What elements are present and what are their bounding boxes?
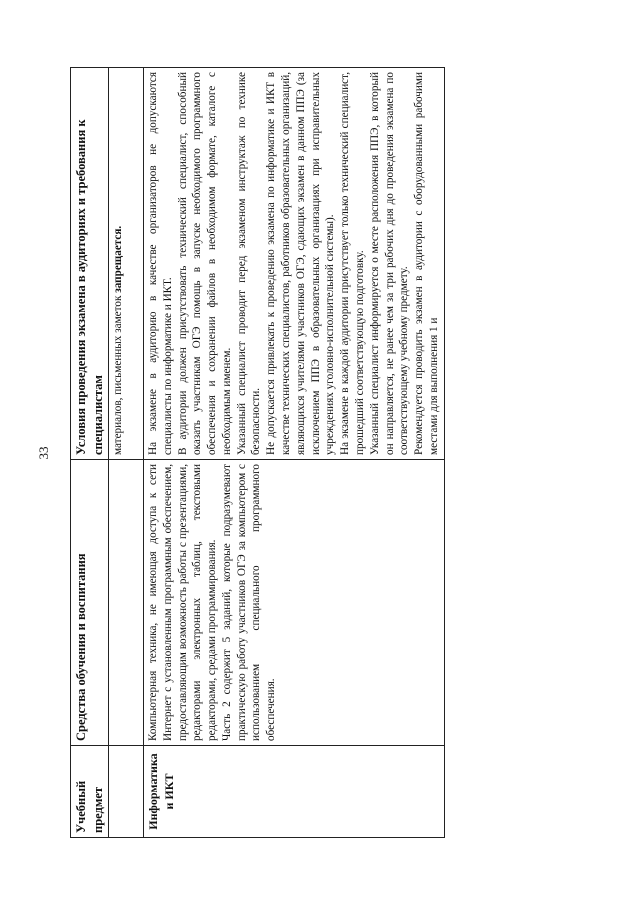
continuation-text: материалов, письменных заметок <box>112 292 124 455</box>
conditions-paragraph: Указанный специалист информируется о месте расположения ППЭ, в который он направляется, не ранее чем за три рабочих дня до проведения экзамена по соответствующему учебному предмету. <box>368 72 411 455</box>
conditions-paragraph: На экзамене в каждой аудитории присутствует только технический специалист, прошедший соответствующую подготовку. <box>339 72 366 455</box>
continuation-cell-subject <box>109 746 144 838</box>
continuation-cell-means <box>109 460 144 746</box>
conditions-paragraph: Не допускается привлекать к проведению экзамена по информатике и ИКТ в качестве технических специалистов, работников образовательных организаций, являющихся учителями участников ОГЭ, сдающих экзамен в данном ППЭ (за исключением ППЭ в образовательных организациях при исправительных учреждениях уголовно-исполнительной системы). <box>265 72 337 455</box>
conditions-paragraph: В аудитории должен присутствовать технический специалист, способный оказать участникам ОГЭ помощь в запуске необходимого программного обеспечения и сохранении файлов в необходимом формате, каталоге с необходимым именем. <box>176 72 233 455</box>
continuation-cell-conditions <box>109 68 144 460</box>
header-means: Средства обучения и воспитания <box>71 460 109 746</box>
conditions-paragraph: Рекомендуется проводить экзамен в аудитории с оборудованными рабочими местами для выполнения 1 и <box>413 72 440 455</box>
header-conditions: Условия проведения экзамена в аудиториях и требования к специалистам <box>71 68 109 460</box>
table-header-row <box>71 68 109 838</box>
conditions-cell <box>144 68 445 460</box>
header-subject: Учебный предмет <box>71 746 109 838</box>
continuation-bold-text: запрещается. <box>112 225 124 293</box>
means-cell <box>144 460 445 746</box>
rotated-page-content <box>70 68 570 838</box>
page-number: 33 <box>36 446 51 460</box>
conditions-paragraph: На экзамене в аудиторию в качестве организаторов не допускаются специалисты по информатике и ИКТ. <box>147 72 174 455</box>
means-paragraph: Компьютерная техника, не имеющая доступа к сети Интернет с установленным программным обеспечением, предоставляющим возможность работы с презентациями, редакторами электронных таблиц, текстовыми редакторами, средами программирования. <box>147 464 219 741</box>
table-row <box>144 68 445 838</box>
subject-cell: Информатика и ИКТ <box>144 746 445 838</box>
conditions-paragraph: Указанный специалист проводит перед экзаменом инструктаж по технике безопасности. <box>235 72 263 455</box>
means-paragraph: Часть 2 содержит 5 заданий, которые подразумевают практическую работу участников ОГЭ за компьютером с использованием специального программного обеспечения. <box>220 464 278 741</box>
exam-conditions-table <box>70 67 445 838</box>
continuation-row <box>109 68 144 838</box>
